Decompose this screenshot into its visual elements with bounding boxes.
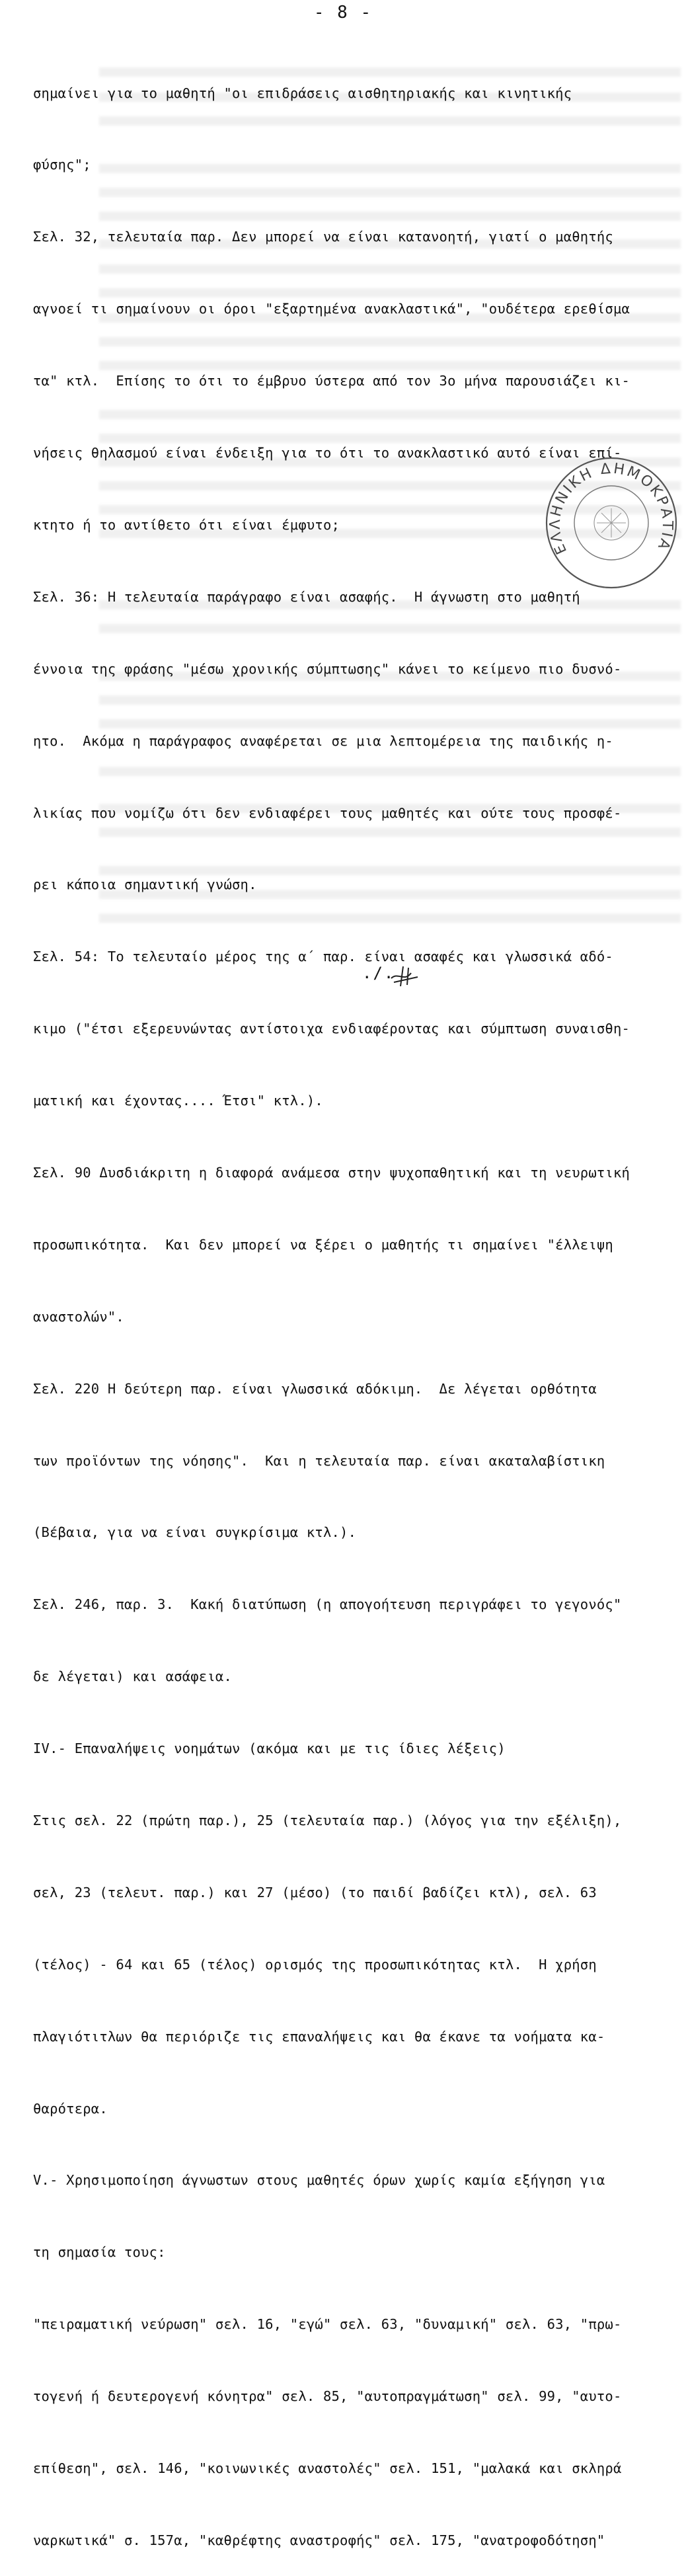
text-line: αναστολών". bbox=[33, 1308, 124, 1325]
text-line: νήσεις θηλασμού είναι ένδειξη για το ότι το ανακλαστικό αυτό είναι επί- bbox=[33, 445, 622, 461]
text-line: Σελ. 220 Η δεύτερη παρ. είναι γλωσσικά αδόκιμη. Δε λέγεται ορθότητα bbox=[33, 1380, 597, 1397]
text-line: λικίας που νομίζω ότι δεν ενδιαφέρει τους μαθητές και ούτε τους προσφέ- bbox=[33, 804, 622, 821]
text-line: Σελ. 36: Η τελευταία παράγραφο είναι ασαφής. Η άγνωστη στο μαθητή bbox=[33, 588, 580, 605]
text-line: ναρκωτικά" σ. 157α, "καθρέφτης αναστροφής" σελ. 175, "ανατροφοδότηση" bbox=[33, 2532, 605, 2548]
document-body bbox=[33, 33, 684, 2576]
text-line: (τέλος) - 64 και 65 (τέλος) ορισμός της προσωπικότητας κτλ. Η χρήση bbox=[33, 1956, 597, 1972]
text-line: έννοια της φράσης "μέσω χρονικής σύμπτωσης" κάνει το κείμενο πιο δυσνό- bbox=[33, 660, 622, 677]
text-line: τα" κτλ. Επίσης το ότι το έμβρυο ύστερα από τον 3ο μήνα παρουσιάζει κι- bbox=[33, 373, 630, 389]
text-line: Σελ. 54: Το τελευταίο μέρος της α΄ παρ. είναι ασαφές και γλωσσικά αδό- bbox=[33, 949, 613, 965]
text-line: Σελ. 90 Δυσδιάκριτη η διαφορά ανάμεσα στην ψυχοπαθητική και τη νευρωτική bbox=[33, 1164, 630, 1181]
text-line: κτητο ή το αντίθετο ότι είναι έμφυτο; bbox=[33, 516, 340, 533]
text-line: πλαγιότιτλων θα περιόριζε τις επαναλήψεις και θα έκανε τα νοήματα κα- bbox=[33, 2028, 605, 2045]
text-line: των προϊόντων της νόησης". Και η τελευταία παρ. είναι ακαταλαβίστικη bbox=[33, 1452, 605, 1469]
text-line: ρει κάποια σημαντική γνώση. bbox=[33, 877, 257, 893]
text-line: Σελ. 246, παρ. 3. Κακή διατύπωση (η απογοήτευση περιγράφει το γεγονός" bbox=[33, 1596, 622, 1613]
continuation-mark: ./. bbox=[362, 964, 395, 982]
text-line: αγνοεί τι σημαίνουν οι όροι "εξαρτημένα ανακλαστικά", "ουδέτερα ερεθίσμα bbox=[33, 301, 630, 317]
text-line: (Βέβαια, για να είναι συγκρίσιμα κτλ.). bbox=[33, 1524, 357, 1541]
seal-stamp-icon bbox=[541, 452, 682, 594]
text-line: σημαίνει για το μαθητή "οι επιδράσεις αισθητηριακής και κινητικής bbox=[33, 85, 572, 101]
text-line: τογενή ή δευτερογενή κόνητρα" σελ. 85, "αυτοπραγμάτωση" σελ. 99, "αυτο- bbox=[33, 2388, 622, 2405]
text-line: προσωπικότητα. Και δεν μπορεί να ξέρει ο μαθητής τι σημαίνει "έλλειψη bbox=[33, 1236, 613, 1253]
text-line: δε λέγεται) και ασάφεια. bbox=[33, 1668, 233, 1685]
text-line: θαρότερα. bbox=[33, 2100, 108, 2117]
text-line: "πειραματική νεύρωση" σελ. 16, "εγώ" σελ. 63, "δυναμική" σελ. 63, "πρω- bbox=[33, 2316, 622, 2333]
text-line: Σελ. 32, τελευταία παρ. Δεν μπορεί να είναι κατανοητή, γιατί ο μαθητής bbox=[33, 229, 613, 245]
text-line: Στις σελ. 22 (πρώτη παρ.), 25 (τελευταία παρ.) (λόγος για την εξέλιξη), bbox=[33, 1812, 622, 1828]
seal-text: ΕΛΛΗΝΙΚΗ ΔΗΜΟΚΡΑΤΙΑ bbox=[547, 460, 676, 557]
text-line: κιμο ("έτσι εξερευνώντας αντίστοιχα ενδιαφέροντας και σύμπτωση συναισθη- bbox=[33, 1021, 630, 1037]
text-line: επίθεση", σελ. 146, "κοινωνικές αναστολές" σελ. 151, "μαλακά και σκληρά bbox=[33, 2460, 622, 2476]
text-line: σελ, 23 (τελευτ. παρ.) και 27 (μέσο) (το παιδί βαδίζει κτλ), σελ. 63 bbox=[33, 1884, 597, 1900]
section-heading-v: V.- Χρησιμοποίηση άγνωστων στους μαθητές όρων χωρίς καμία εξήγηση για bbox=[33, 2172, 605, 2189]
text-line: τη σημασία τους: bbox=[33, 2244, 166, 2261]
text-line: ητο. Ακόμα η παράγραφος αναφέρεται σε μια λεπτομέρεια της παιδικής η- bbox=[33, 732, 613, 749]
page-number: - 8 - bbox=[313, 3, 373, 22]
text-line: φύσης"; bbox=[33, 157, 91, 173]
section-heading-iv: IV.- Επαναλήψεις νοημάτων (ακόμα και με τις ίδιες λέξεις) bbox=[33, 1740, 506, 1757]
handwritten-mark-icon bbox=[389, 962, 422, 989]
text-line: ματική και έχοντας.... Έτσι" κτλ.). bbox=[33, 1093, 323, 1109]
